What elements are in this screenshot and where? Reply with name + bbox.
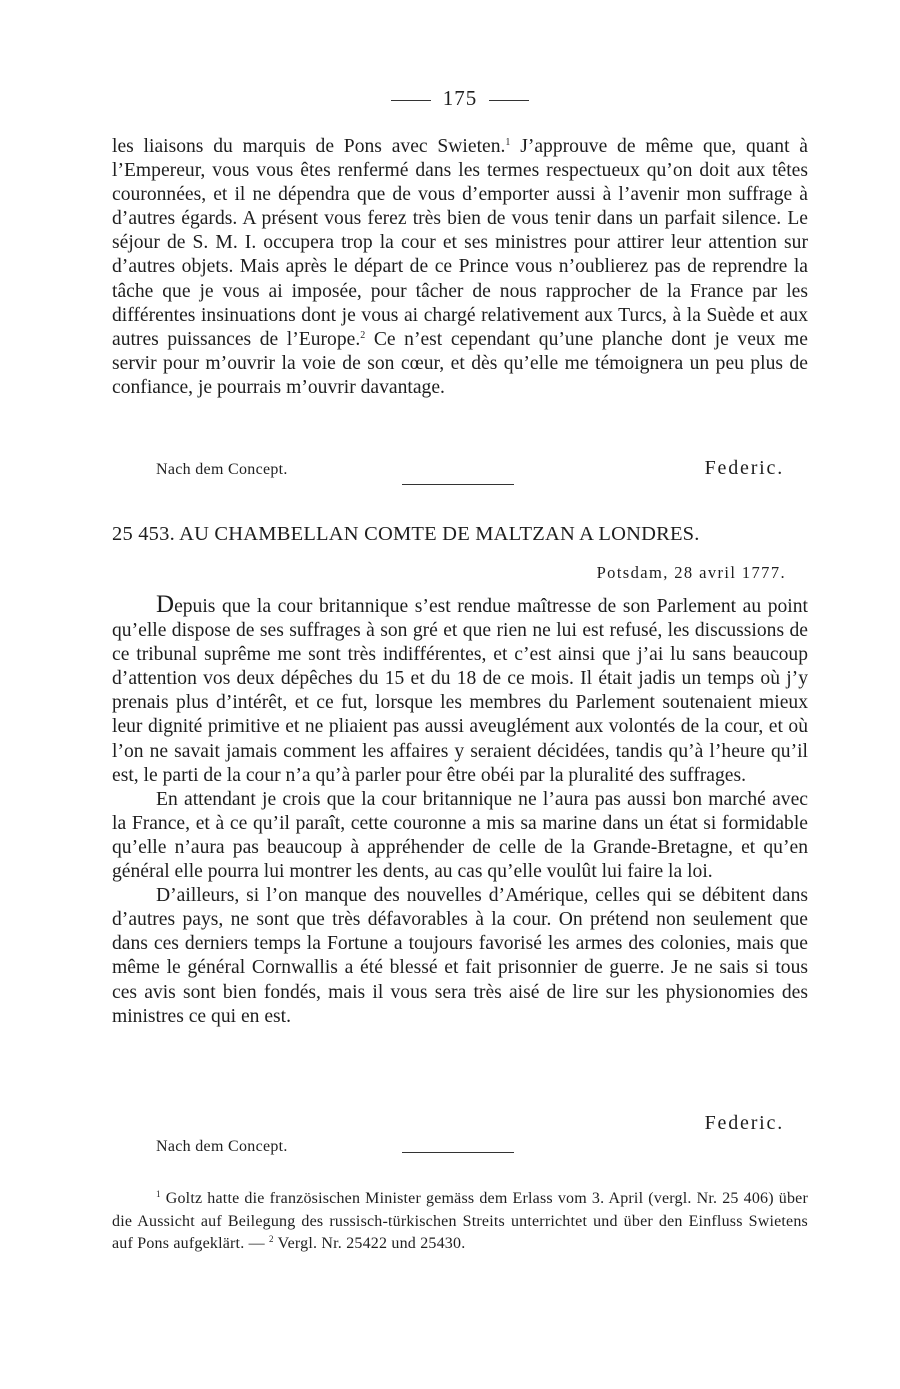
footnote-ref: 2 bbox=[360, 329, 366, 341]
initial-letter: D bbox=[156, 591, 175, 618]
letter-source-row bbox=[112, 1138, 808, 1168]
separator-rule bbox=[402, 484, 514, 485]
letter-paragraph: D’ailleurs, si l’on manque des nouvelles d’Amérique, celles qui se débitent dans d’autres pays, ne sont que très défavorables à la cour. On prétend non seulement que dans ces derniers temps la Fortune a toujours favorisé les armes des colonies, mais que même le général Cornwallis a été blessé et fait prisonnier de guerre. Je ne sais si tous ces avis sont bien fondés, mais il vous sera très aisé de lire sur les physionomies des ministres ce qui en est. bbox=[112, 885, 808, 1027]
separator-rule bbox=[402, 1152, 514, 1153]
letter-text: Ce n’est cependant qu’une planche dont je veux me servir pour m’ouvrir la voie de son cœur, et dès qu’elle me témoignera un peu plus de confiance, je pourrais m’ouvrir davantage. bbox=[112, 328, 808, 398]
footnote-ref: 1 bbox=[505, 137, 511, 148]
source-note: Nach dem Concept. bbox=[156, 461, 288, 478]
header-dash-left bbox=[391, 100, 431, 101]
source-note: Nach dem Concept. bbox=[156, 1138, 288, 1155]
letter-text: J’approuve de même que, quant à l’Empereur, vous vous êtes renfermé dans les termes respectueux qu’on doit aux têtes couronnées, et il ne dépendra que de vous d’emporter aussi à l’avenir mon suffrage à d’autres égards. A présent vous ferez très bien de vous tenir dans un parfait silence. Le séjour de S. M. I. occupera trop la cour et ses ministres pour attirer leur attention sur d’autres objets. Mais après le départ de ce Prince vous n’oublierez pas de reprendre la tâche que je vous ai imposée, pour tâcher de nous rapprocher de la France par les différentes insinuations dont je vous ai chargé relativement aux Turcs, à la Suède et aux autres puissances de l’Europe. bbox=[112, 136, 809, 350]
letter-paragraph: En attendant je crois que la cour britannique ne l’aura pas aussi bon marché avec la France, et à ce qu’il paraît, cette couronne a mis sa marine dans un état si formidable qu’elle n’aura pas beaucoup à appréhender de celle de la Grande-Bretagne, et qu’en général elle pourra lui montrer les dents, au cas qu’elle voulût lui faire la loi. bbox=[112, 788, 808, 883]
page-number: 175 bbox=[442, 86, 478, 110]
signature: Federic. bbox=[704, 457, 784, 479]
letter-text: les liaisons du marquis de Pons avec Swieten. bbox=[112, 136, 506, 157]
letter-body bbox=[112, 593, 808, 1029]
letter-text: epuis que la cour britannique s’est rendue maîtresse de son Parlement au point qu’elle dispose de ses suffrages à son gré et que rien ne lui est refusé, les discussions de ce tribunal suprême me sont très indifférentes, et c’est ainsi que j’ai lu sans beaucoup d’attention vos deux dépêches du 15 et du 18 de ce mois. Il était jadis un temps où j’y prenais plus d’intérêt, et ce fut, lorsque les membres du Parlement soutenaient mieux leur dignité primitive et ne pliaient pas aussi aveuglément aux volontés de la cour, et où l’on ne savait jamais comment les affaires y seraient décidées, tandis qu’à l’heure qu’il est, le parti de la cour n’a qu’à parler pour être obéi par la pluralité des suffrages. bbox=[112, 596, 808, 786]
header-dash-right bbox=[489, 100, 529, 101]
footnote-marker: 2 bbox=[269, 1234, 274, 1244]
letter-paragraph bbox=[112, 135, 808, 400]
footnote bbox=[112, 1188, 808, 1256]
letter-continuation bbox=[112, 135, 808, 400]
signature: Federic. bbox=[704, 1112, 784, 1134]
letter-paragraph bbox=[112, 593, 808, 788]
footnotes bbox=[112, 1188, 808, 1256]
letter-heading: 25 453. AU CHAMBELLAN COMTE DE MALTZAN A LONDRES. bbox=[112, 523, 700, 545]
footnote-marker: 1 bbox=[156, 1189, 161, 1199]
page-header bbox=[112, 86, 808, 111]
dateline: Potsdam, 28 avril 1777. bbox=[596, 563, 786, 582]
letter-closing bbox=[112, 457, 808, 487]
footnote-text: Goltz hatte die französischen Minister gemäss dem Erlass vom 3. April (vergl. Nr. 25 406) über die Aussicht auf Beilegung des russisch-türkischen Streits unterrichtet und über den Einfluss Swietens auf Pons aufgeklärt. — bbox=[112, 1190, 808, 1252]
footnote-text: Vergl. Nr. 25422 und 25430. bbox=[273, 1235, 466, 1252]
